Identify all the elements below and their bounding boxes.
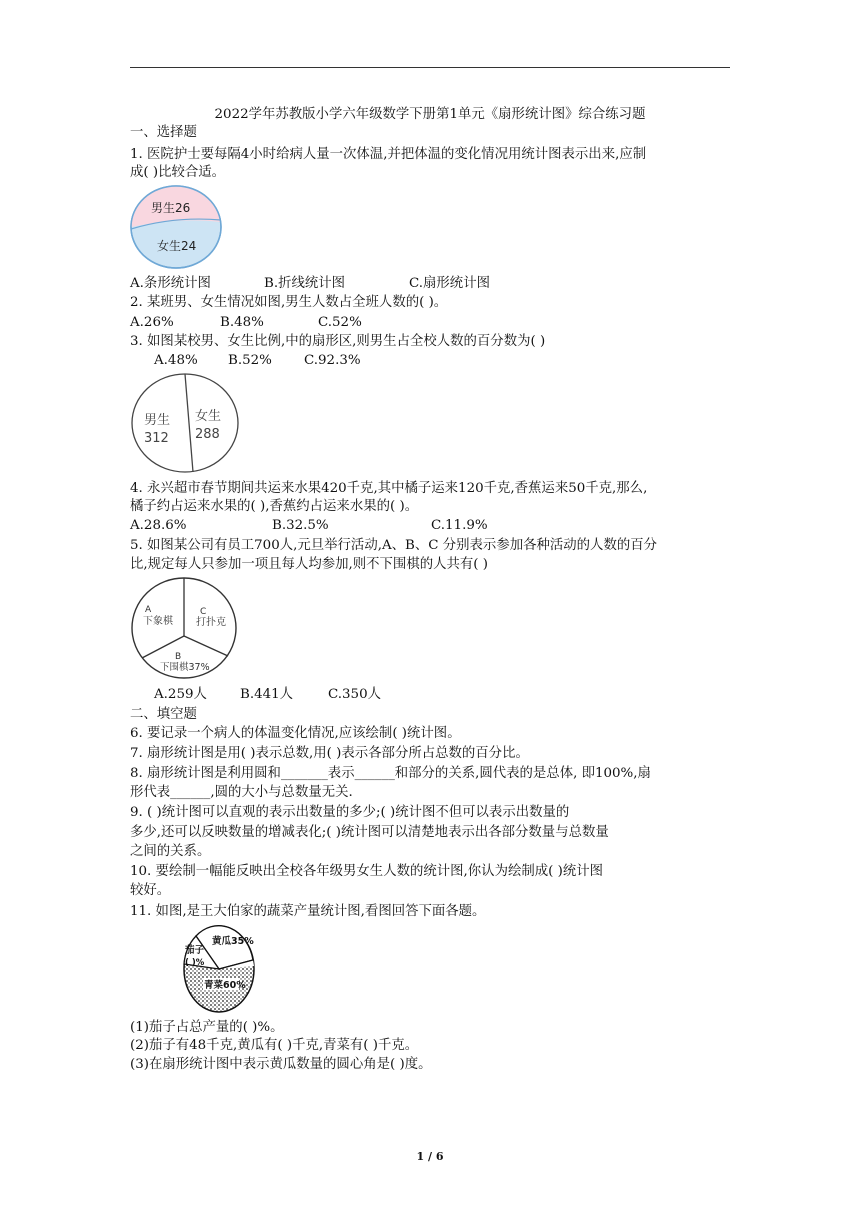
q5-pie-c-label: 打扑克 xyxy=(196,617,226,628)
q3-pie-boy-label: 男生 xyxy=(144,413,171,428)
q3-option-a: A.48% xyxy=(154,353,198,368)
q2-option-c: C.52% xyxy=(318,315,362,330)
q3-option-c: C.92.3% xyxy=(304,353,361,368)
q5-line2: 比,规定每人只参加一项且每人均参加,则不下围棋的人共有( ) xyxy=(130,557,488,572)
q4-option-a: A.28.6% xyxy=(130,518,187,533)
q5-pie-a-label: 下象棋 xyxy=(143,616,173,627)
q1-pie-boy-label: 男生26 xyxy=(151,201,191,215)
q9-line3: 之间的关系。 xyxy=(130,844,211,859)
q2-text: 2. 某班男、女生情况如图,男生人数占全班人数的( )。 xyxy=(130,295,448,310)
q1-option-c: C.扇形统计图 xyxy=(409,276,490,291)
page-number: 1 / 6 xyxy=(416,1150,444,1163)
q11-pie-greens-label: 青菜60% xyxy=(204,980,246,991)
q11-pie-chart xyxy=(182,924,256,1014)
q3-pie-chart xyxy=(130,372,240,474)
q1-line1: 1. 医院护士要每隔4小时给病人量一次体温,并把体温的变化情况用统计图表示出来,应制 xyxy=(130,147,647,162)
q3-pie-girl-label: 女生 xyxy=(195,409,222,424)
q9-line1: 9. ( )统计图可以直观的表示出数量的多少;( )统计图不但可以表示出数量的 xyxy=(130,805,570,820)
q11-pie-cucumber-label: 黄瓜35% xyxy=(212,936,254,947)
q3-options xyxy=(154,352,361,370)
q10-line1: 10. 要绘制一幅能反映出全校各年级男女生人数的统计图,你认为绘制成( )统计图 xyxy=(130,864,604,879)
q4-option-b: B.32.5% xyxy=(272,518,329,533)
q7-text: 7. 扇形统计图是用( )表示总数,用( )表示各部分所占总数的百分比。 xyxy=(130,746,529,761)
q2-option-a: A.26% xyxy=(130,315,174,330)
q4-line2: 橘子约占运来水果的( ),香蕉约占运来水果的( )。 xyxy=(130,499,419,514)
q5-pie-b-letter: B xyxy=(175,652,182,662)
q4-option-c: C.11.9% xyxy=(431,518,488,533)
q11-sub3: (3)在扇形统计图中表示黄瓜数量的圆心角是( )度。 xyxy=(130,1057,432,1072)
q2-options xyxy=(130,314,362,332)
q3-option-b: B.52% xyxy=(228,353,272,368)
q5-pie-c-letter: C xyxy=(200,607,207,617)
q2-option-b: B.48% xyxy=(220,315,264,330)
q5-option-b: B.441人 xyxy=(240,687,294,702)
q3-text: 3. 如图某校男、女生比例,中的扇形区,则男生占全校人数的百分数为( ) xyxy=(130,334,546,349)
q10-line2: 较好。 xyxy=(130,883,171,898)
q5-line1: 5. 如图某公司有员工700人,元旦举行活动,A、B、C 分别表示参加各种活动的人数的百分 xyxy=(130,538,658,553)
q6-text: 6. 要记录一个病人的体温变化情况,应该绘制( )统计图。 xyxy=(130,726,461,741)
q5-pie-a-letter: A xyxy=(145,605,152,615)
q1-option-b: B.折线统计图 xyxy=(264,276,346,291)
q11-text: 11. 如图,是王大伯家的蔬菜产量统计图,看图回答下面各题。 xyxy=(130,904,486,919)
q11-pie-eggplant-pct: ( )% xyxy=(185,958,205,968)
q1-option-a: A.条形统计图 xyxy=(130,276,211,291)
q4-line1: 4. 永兴超市春节期间共运来水果420千克,其中橘子运来120千克,香蕉运来50千克,那么, xyxy=(130,481,648,496)
q1-line2: 成( )比较合适。 xyxy=(130,165,226,180)
q1-pie-chart xyxy=(129,184,225,270)
section2-heading: 二、填空题 xyxy=(130,707,197,722)
document-title: 2022学年苏教版小学六年级数学下册第1单元《扇形统计图》综合练习题 xyxy=(214,107,646,122)
q11-sub2: (2)茄子有48千克,黄瓜有( )千克,青菜有( )千克。 xyxy=(130,1038,419,1053)
q3-pie-boy-value: 312 xyxy=(144,431,169,446)
q11-pie-eggplant-label: 茄子 xyxy=(185,945,205,956)
q5-option-c: C.350人 xyxy=(328,687,381,702)
section1-heading: 一、选择题 xyxy=(130,125,197,140)
q5-pie-chart xyxy=(130,576,238,680)
q5-pie-b-label: 下围棋37% xyxy=(160,662,210,673)
q8-line2: 形代表______,圆的大小与总数量无关. xyxy=(130,785,353,800)
q5-options xyxy=(154,686,381,704)
q8-line1: 8. 扇形统计图是利用圆和_______表示______和部分的关系,圆代表的是总体, 即100%,扇 xyxy=(130,766,651,781)
q1-pie-girl-label: 女生24 xyxy=(157,239,197,253)
q3-pie-girl-value: 288 xyxy=(195,427,220,442)
q11-sub1: (1)茄子占总产量的( )%。 xyxy=(130,1020,284,1035)
q5-option-a: A.259人 xyxy=(154,687,207,702)
q4-options xyxy=(130,517,488,535)
q9-line2: 多少,还可以反映数量的增减表化;( )统计图可以清楚地表示出各部分数量与总数量 xyxy=(130,825,609,840)
header-rule xyxy=(130,67,730,68)
q1-options xyxy=(130,275,490,293)
